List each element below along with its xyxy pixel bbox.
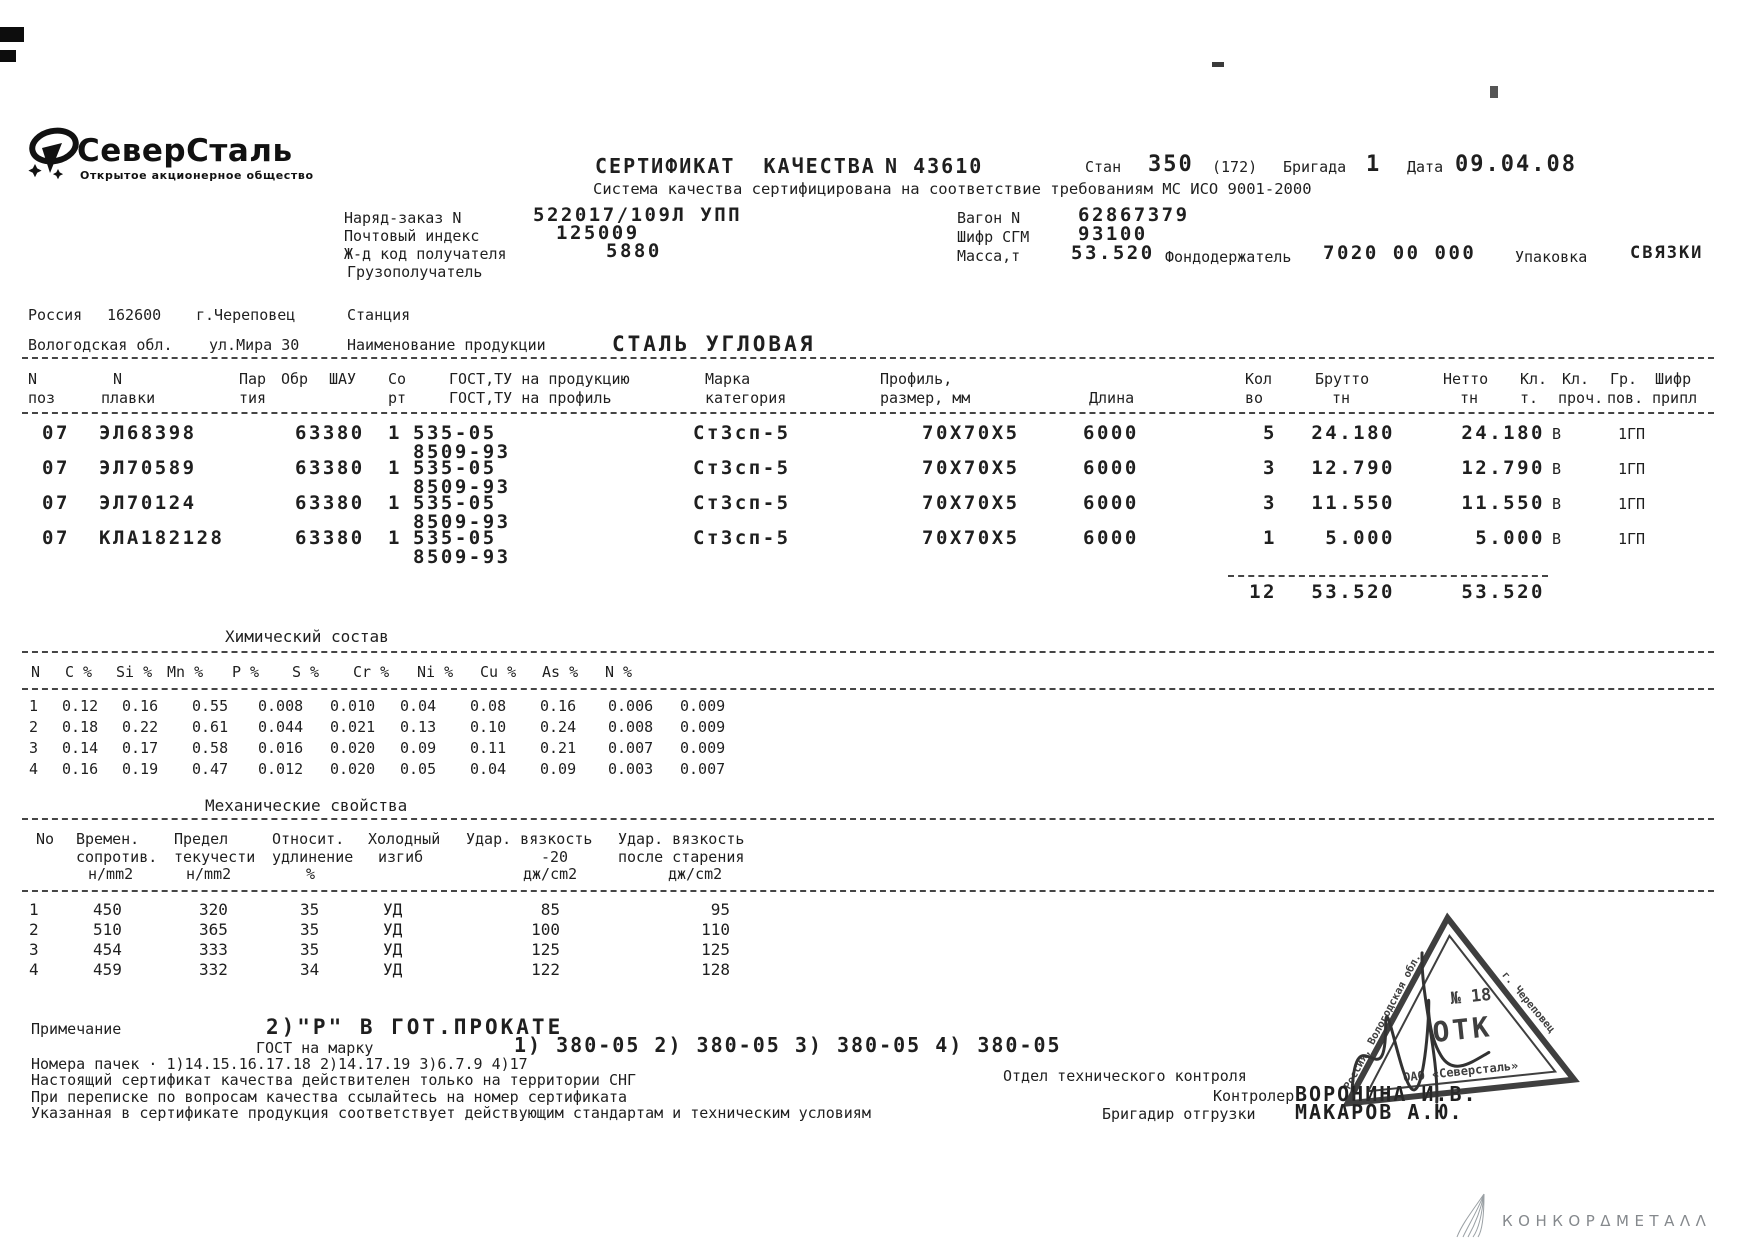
chemistry-header (0, 665, 1754, 683)
cell-pos: 07 (42, 527, 70, 549)
cell: 125 (701, 940, 730, 959)
col-header: тн (1332, 389, 1351, 407)
cell: 450 (93, 900, 122, 919)
col-header: Пар (239, 370, 267, 388)
cell-gost-product: 535-05 (413, 457, 497, 479)
cell-gost-profile: 8509-93 (413, 511, 511, 533)
cell: 4 (29, 960, 39, 979)
cell: 100 (531, 920, 560, 939)
col-header: рт (388, 389, 407, 407)
col-header: плавки (101, 389, 156, 407)
country: Россия (28, 306, 83, 324)
cell-party: 63380 (295, 457, 365, 479)
col-header: тия (239, 389, 267, 407)
cell: 0.003 (608, 760, 654, 778)
cell: 3 (29, 940, 39, 959)
col-header: Нетто (1443, 370, 1489, 388)
rail-code-label: Ж-д код получателя (344, 245, 507, 263)
rail-code-value: 5880 (606, 240, 662, 262)
cell: 0.021 (330, 718, 376, 736)
cell-grade: Ст3сп-5 (693, 527, 791, 549)
cell-group: 1ГП (1618, 530, 1646, 548)
packing-label: Упаковка (1515, 248, 1588, 266)
cell: УД (383, 900, 403, 919)
scan-artifact (1490, 86, 1498, 98)
mechanics-header-line3 (0, 867, 1754, 885)
cell: УД (383, 920, 403, 939)
cell-pos: 07 (42, 422, 70, 444)
gost-mark-label: ГОСТ на марку (256, 1039, 374, 1057)
order-number-value: 522017/109Л УПП (533, 204, 743, 226)
product-name-value: СТАЛЬ УГЛОВАЯ (612, 332, 816, 356)
dashed-rule (1228, 575, 1548, 577)
consignee-label: Грузополучатель (347, 263, 483, 281)
certificate-number: N 43610 (885, 154, 984, 178)
correspondence-note: При переписке по вопросам качества ссылайтесь на номер сертификата (31, 1088, 628, 1106)
postal-index-label: Почтовый индекс (344, 227, 480, 245)
cell: 0.007 (680, 760, 726, 778)
cell-length: 6000 (1083, 527, 1139, 549)
controller-name: ВОРОНИНА И.В. (1295, 1082, 1478, 1106)
chemistry-row (0, 741, 1754, 759)
cell-profile: 70X70X5 (922, 492, 1020, 514)
date-label: Дата (1407, 158, 1444, 176)
col-header: изгиб (378, 848, 424, 866)
cell-profile: 70X70X5 (922, 422, 1020, 444)
col-header: размер, мм (880, 389, 971, 407)
cell: 0.044 (258, 718, 304, 736)
mechanics-header-line2 (0, 850, 1754, 868)
wagon-label: Вагон N (957, 209, 1021, 227)
cell: 35 (300, 900, 320, 919)
cell-heat: ЭЛ70589 (99, 457, 197, 479)
scan-artifact (1212, 62, 1224, 67)
dashed-rule (22, 818, 1714, 820)
cell-qty: 3 (1263, 492, 1277, 514)
cell: 0.016 (258, 739, 304, 757)
cell-pos: 07 (42, 457, 70, 479)
validity-note: Настоящий сертификат качества действителен только на территории СНГ (31, 1071, 637, 1089)
cell-grade: Ст3сп-5 (693, 492, 791, 514)
cell: 95 (710, 900, 730, 919)
cell-net: 5.000 (1475, 527, 1545, 549)
cell-gost-product: 535-05 (413, 492, 497, 514)
mass-value: 53.520 (1071, 242, 1155, 264)
cell-length: 6000 (1083, 422, 1139, 444)
col-header: н/mm2 (88, 865, 134, 883)
cell-group: 1ГП (1618, 460, 1646, 478)
conformity-note: Указанная в сертификате продукция соответствует действующим стандартам и техническим условиям (31, 1104, 871, 1122)
cell: 0.05 (400, 760, 437, 778)
mechanics-header-line1 (0, 832, 1754, 850)
controller-label: Контролер (1213, 1087, 1295, 1105)
cell: 0.19 (122, 760, 159, 778)
cell: 0.09 (400, 739, 437, 757)
cell: 0.55 (192, 697, 229, 715)
quality-system-note: Система качества сертифицирована на соответствие требованиям МС ИСО 9001-2000 (593, 180, 1312, 198)
cell-gross: 12.790 (1311, 457, 1395, 479)
cell: 0.008 (608, 718, 654, 736)
col-header: текучести (174, 848, 256, 866)
cell: 2 (29, 718, 39, 736)
total-net: 53.520 (1461, 581, 1545, 603)
cell-gost-profile: 8509-93 (413, 546, 511, 568)
cell-profile: 70X70X5 (922, 457, 1020, 479)
cell-grade: Ст3сп-5 (693, 422, 791, 444)
cell: 0.16 (62, 760, 99, 778)
cell: 0.21 (540, 739, 577, 757)
cell: 0.47 (192, 760, 229, 778)
dashed-rule (22, 357, 1714, 359)
cell-length: 6000 (1083, 492, 1139, 514)
cell-net: 24.180 (1461, 422, 1545, 444)
cell-pos: 07 (42, 492, 70, 514)
scan-artifact (0, 50, 16, 62)
total-qty: 12 (1249, 581, 1277, 603)
stan-note: (172) (1212, 158, 1258, 176)
fundholder-label: Фондодержатель (1165, 248, 1292, 266)
col-header: Ni % (417, 663, 454, 681)
col-header: Обр (281, 370, 309, 388)
dashed-rule (22, 688, 1714, 690)
cell-group: 1ГП (1618, 495, 1646, 513)
col-header: Гр. (1610, 370, 1638, 388)
cell-gross: 5.000 (1325, 527, 1395, 549)
product-name-label: Наименование продукции (347, 336, 546, 354)
col-header: Si % (116, 663, 153, 681)
cell: 365 (199, 920, 228, 939)
cell: 128 (701, 960, 730, 979)
cell: УД (383, 940, 403, 959)
foreman-name: МАКАРОВ А.Ю. (1295, 1100, 1464, 1124)
cell-grade: Ст3сп-5 (693, 457, 791, 479)
cell-gross: 11.550 (1311, 492, 1395, 514)
cell: 0.008 (258, 697, 304, 715)
postal-index-value: 125009 (556, 222, 640, 244)
wagon-value: 62867379 (1078, 204, 1190, 226)
cell-heat: ЭЛ68398 (99, 422, 197, 444)
konkord-logo-icon (1452, 1192, 1494, 1238)
brigade-value: 1 (1366, 152, 1382, 177)
cell: 454 (93, 940, 122, 959)
dashed-rule (22, 412, 1714, 414)
cell: 0.04 (470, 760, 507, 778)
cell-class: В (1552, 425, 1562, 443)
dashed-rule (22, 890, 1714, 892)
col-header: Времен. (76, 830, 140, 848)
cell-gost-product: 535-05 (413, 527, 497, 549)
col-header: Предел (174, 830, 229, 848)
col-header: N % (605, 663, 633, 681)
stamp-bottom-text: ОАО «Северсталь» (1402, 1058, 1519, 1085)
col-header: N (113, 370, 123, 388)
cell: 0.58 (192, 739, 229, 757)
cell: 0.11 (470, 739, 507, 757)
chemistry-row (0, 762, 1754, 780)
cell-gost-profile: 8509-93 (413, 476, 511, 498)
cell: 122 (531, 960, 560, 979)
cell-profile: 70X70X5 (922, 527, 1020, 549)
cell: 0.04 (400, 697, 437, 715)
severstal-logo-text: СеверСталь (77, 133, 293, 169)
note-label: Примечание (31, 1020, 122, 1038)
col-header: сопротив. (76, 848, 158, 866)
cell: 85 (540, 900, 560, 919)
fundholder-value: 7020 00 000 (1323, 242, 1477, 264)
col-header: N (31, 663, 41, 681)
cell: 332 (199, 960, 228, 979)
col-header: Удар. вязкость (618, 830, 745, 848)
cell-qty: 3 (1263, 457, 1277, 479)
cell-gost-profile: 8509-93 (413, 441, 511, 463)
col-header: поз (28, 389, 56, 407)
cell-net: 11.550 (1461, 492, 1545, 514)
foreman-label: Бригадир отгрузки (1102, 1105, 1256, 1123)
col-header: т. (1520, 389, 1539, 407)
col-header: C % (65, 663, 93, 681)
cell: 333 (199, 940, 228, 959)
cell: 0.009 (680, 718, 726, 736)
cell: 0.14 (62, 739, 99, 757)
otk-stamp (1323, 900, 1582, 1116)
cell: 459 (93, 960, 122, 979)
cell: 1 (29, 697, 39, 715)
cell: 0.020 (330, 739, 376, 757)
cell: УД (383, 960, 403, 979)
col-header: Удар. вязкость (466, 830, 593, 848)
col-header: дж/cm2 (523, 865, 578, 883)
col-header: ШАУ (329, 370, 357, 388)
col-header: No (36, 830, 55, 848)
qc-department: Отдел технического контроля (1003, 1067, 1247, 1085)
cell-group: 1ГП (1618, 425, 1646, 443)
cell: 0.13 (400, 718, 437, 736)
cell: 1 (29, 900, 39, 919)
sgm-cipher-label: Шифр СГМ (957, 228, 1030, 246)
severstal-logo-tagline: Открытое акционерное общество (80, 169, 314, 182)
cell-qty: 1 (1263, 527, 1277, 549)
chemistry-row (0, 699, 1754, 717)
mass-label: Масса,т (957, 247, 1021, 265)
col-header: Mn % (167, 663, 204, 681)
postcode: 162600 (107, 306, 162, 324)
cell-gost-product: 535-05 (413, 422, 497, 444)
stamp-number: № 18 (1449, 984, 1493, 1010)
col-header: тн (1460, 389, 1479, 407)
col-header: категория (705, 389, 787, 407)
chemistry-row (0, 720, 1754, 738)
stamp-left-text: Россия, Вологодская обл. (1341, 951, 1424, 1092)
col-header: Со (388, 370, 407, 388)
stamp-org: ОТК (1430, 1010, 1494, 1050)
cell: 2 (29, 920, 39, 939)
col-header: Холодный (368, 830, 441, 848)
cell: 0.16 (122, 697, 159, 715)
cell: 0.012 (258, 760, 304, 778)
cell: 35 (300, 920, 320, 939)
cell-net: 12.790 (1461, 457, 1545, 479)
cell: 0.009 (680, 739, 726, 757)
cell: 0.007 (608, 739, 654, 757)
severstal-logo-icon (27, 126, 79, 182)
cell-class: В (1552, 460, 1562, 478)
cell-party: 63380 (295, 492, 365, 514)
col-header: As % (542, 663, 579, 681)
col-header: Шифр (1655, 370, 1692, 388)
table-row (0, 529, 1754, 571)
cell: 3 (29, 739, 39, 757)
main-table-header-line2 (0, 391, 1754, 409)
col-header: N (28, 370, 38, 388)
cell-heat: КЛА182128 (99, 527, 225, 549)
konkord-watermark-text: КОНКОРΔМЕТАΛΛ (1502, 1212, 1712, 1230)
cell-sort: 1 (388, 492, 402, 514)
col-header: S % (292, 663, 320, 681)
col-header: во (1245, 389, 1264, 407)
total-gross: 53.520 (1311, 581, 1395, 603)
dashed-rule (22, 651, 1714, 653)
col-header: н/mm2 (186, 865, 232, 883)
cell: 510 (93, 920, 122, 939)
cell-sort: 1 (388, 527, 402, 549)
street: ул.Мира 30 (209, 336, 300, 354)
cell: 0.17 (122, 739, 159, 757)
stan-label: Стан (1085, 158, 1122, 176)
cell-qty: 5 (1263, 422, 1277, 444)
mechanics-title: Механические свойства (205, 796, 408, 815)
col-header: Cr % (353, 663, 390, 681)
cell-party: 63380 (295, 422, 365, 444)
cell-sort: 1 (388, 457, 402, 479)
cell-sort: 1 (388, 422, 402, 444)
col-header: % (306, 865, 316, 883)
main-table-header-line1 (0, 372, 1754, 390)
cell-length: 6000 (1083, 457, 1139, 479)
note-value: 2)"Р" В ГОТ.ПРОКАТЕ (266, 1015, 564, 1039)
station-label: Станция (347, 306, 411, 324)
cell-gross: 24.180 (1311, 422, 1395, 444)
cell: 34 (300, 960, 320, 979)
cell: 0.24 (540, 718, 577, 736)
totals-row (0, 583, 1754, 609)
col-header: Cu % (480, 663, 517, 681)
cell: 125 (531, 940, 560, 959)
stamp-right-text: г. Череповец (1499, 969, 1558, 1036)
col-header: проч. (1558, 389, 1604, 407)
pack-numbers: Номера пачек · 1)14.15.16.17.18 2)14.17.19 3)6.7.9 4)17 (31, 1055, 528, 1073)
col-header: Брутто (1315, 370, 1370, 388)
sgm-cipher-value: 93100 (1078, 223, 1148, 245)
brigade-label: Бригада (1283, 158, 1347, 176)
cell: 0.08 (470, 697, 507, 715)
col-header: Кл. (1520, 370, 1548, 388)
certificate-title: СЕРТИФИКАТ КАЧЕСТВА (595, 154, 876, 178)
cell: 0.10 (470, 718, 507, 736)
cell: 0.22 (122, 718, 159, 736)
cell: 110 (701, 920, 730, 939)
col-header: -20 (541, 848, 569, 866)
col-header: Марка (705, 370, 751, 388)
date-value: 09.04.08 (1455, 152, 1577, 177)
col-header: ГОСТ,ТУ на продукцию (449, 370, 630, 388)
col-header: ГОСТ,ТУ на профиль (449, 389, 612, 407)
cell: 0.09 (540, 760, 577, 778)
cell: 0.010 (330, 697, 376, 715)
col-header: Профиль, (880, 370, 953, 388)
order-number-label: Наряд-заказ N (344, 209, 462, 227)
cell: 0.16 (540, 697, 577, 715)
chemistry-title: Химический состав (225, 627, 389, 646)
cell-class: В (1552, 530, 1562, 548)
cell: 0.006 (608, 697, 654, 715)
col-header: припл (1652, 389, 1698, 407)
col-header: после старения (618, 848, 745, 866)
cell: 0.61 (192, 718, 229, 736)
cell-party: 63380 (295, 527, 365, 549)
region: Вологодская обл. (28, 336, 173, 354)
scan-artifact (0, 27, 24, 42)
cell: 0.020 (330, 760, 376, 778)
packing-value: СВЯЗКИ (1630, 243, 1704, 263)
cell: 0.18 (62, 718, 99, 736)
cell: 4 (29, 760, 39, 778)
col-header: Длина (1089, 389, 1135, 407)
cell-class: В (1552, 495, 1562, 513)
col-header: Кл. (1562, 370, 1590, 388)
col-header: P % (232, 663, 260, 681)
stan-value: 350 (1148, 152, 1194, 177)
col-header: Относит. (272, 830, 345, 848)
gost-mark-values: 1) 380-05 2) 380-05 3) 380-05 4) 380-05 (514, 1033, 1062, 1057)
col-header: удлинение (272, 848, 354, 866)
cell-heat: ЭЛ70124 (99, 492, 197, 514)
cell: 0.12 (62, 697, 99, 715)
city: г.Череповец (196, 306, 296, 324)
col-header: дж/cm2 (668, 865, 723, 883)
cell: 320 (199, 900, 228, 919)
col-header: пов. (1607, 389, 1644, 407)
cell: 35 (300, 940, 320, 959)
cell: 0.009 (680, 697, 726, 715)
col-header: Кол (1245, 370, 1273, 388)
